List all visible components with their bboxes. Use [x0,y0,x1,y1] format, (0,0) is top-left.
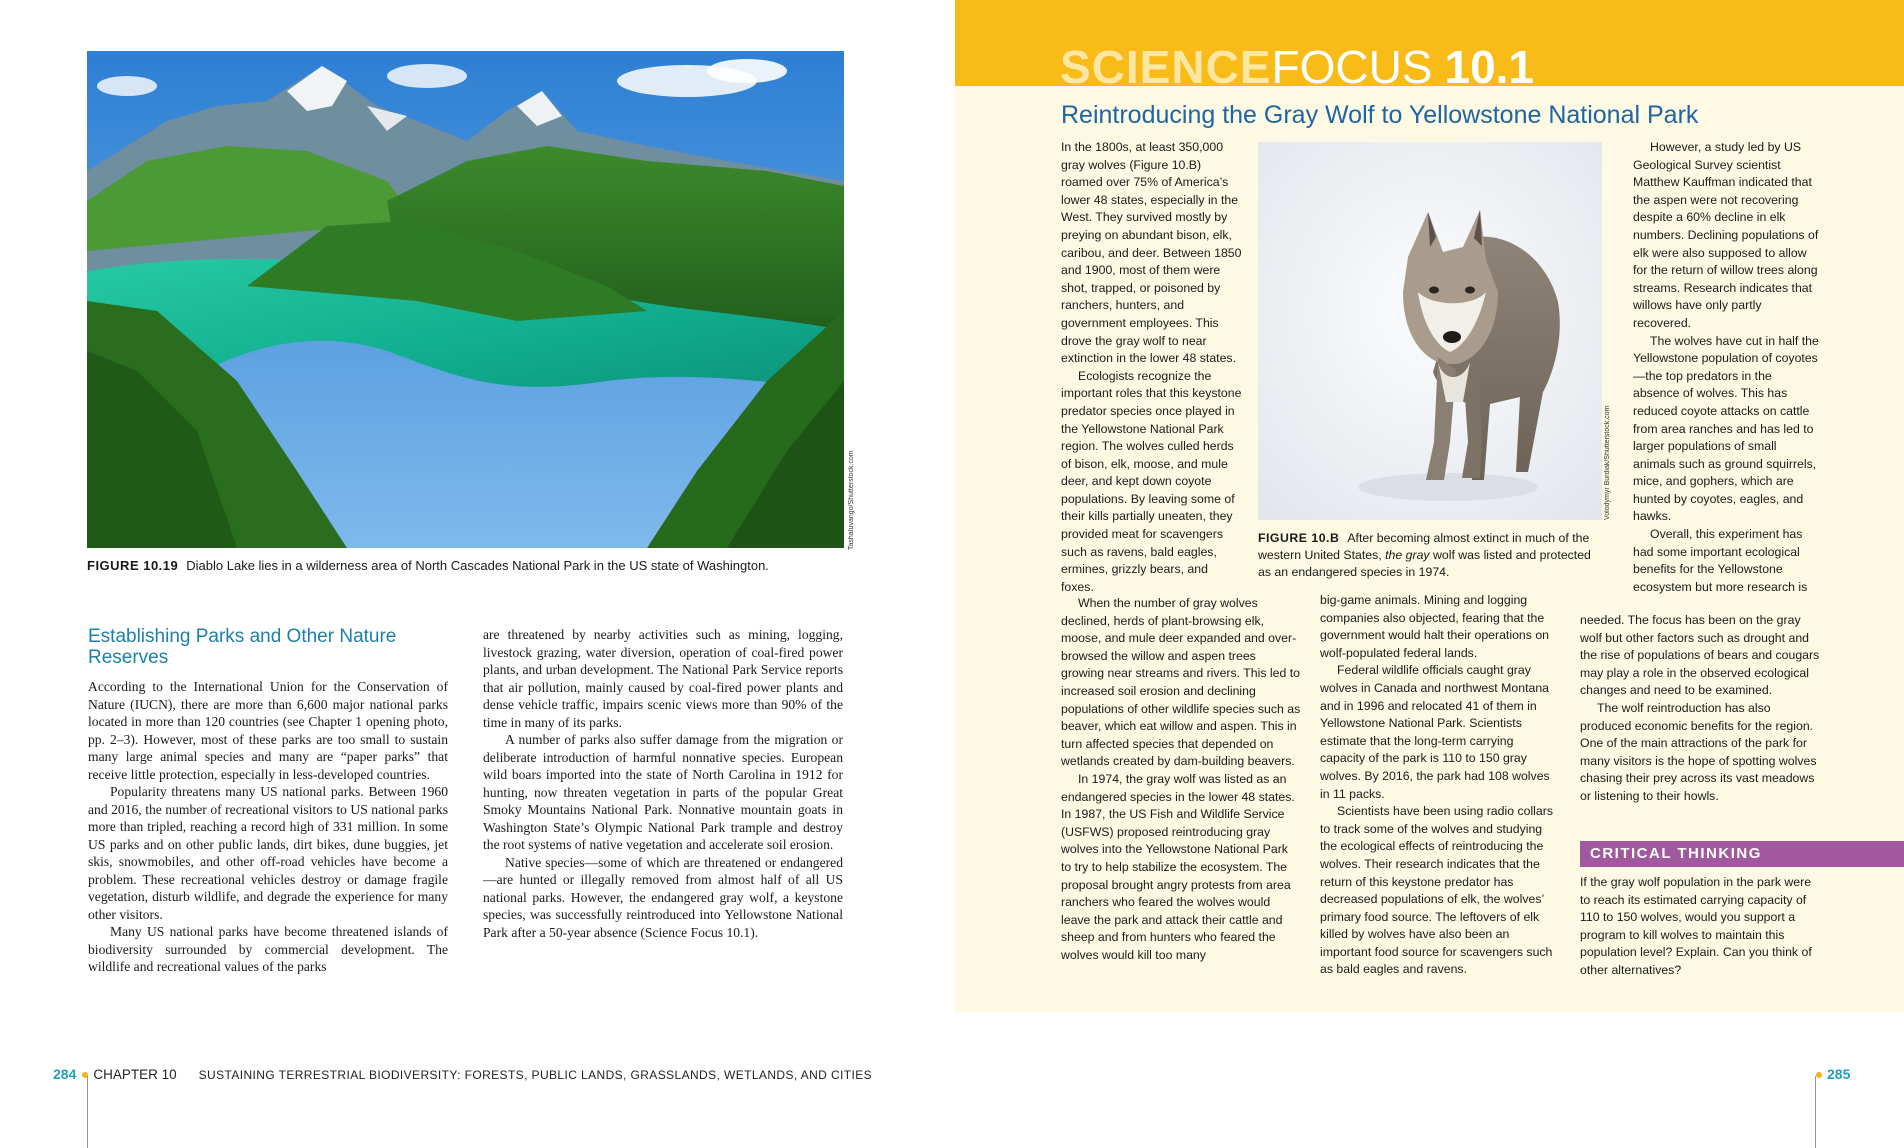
paragraph: In the 1800s, at least 350,000 gray wolves (Figure 10.B) roamed over 75% of America’s lower 48 states, especially in the West. They survived mostly by preying on abundant bison, elk, caribou, and deer. Between 1850 and 1900, most of them were shot, trapped, or poisoned by ranchers, hunters, and government employees. This drove the gray wolf to near extinction in the lower 48 states. [1061,140,1242,366]
chapter-title: SUSTAINING TERRESTRIAL BIODIVERSITY: FORESTS, PUBLIC LANDS, GRASSLANDS, WETLANDS, AND CITIES [198,1068,873,1082]
science-focus-title [1060,42,1534,92]
right-footer-rule [1815,1076,1816,1148]
paragraph: Scientists have been using radio collars to track some of the wolves and studying the ecological effects of reintroducing the wolves. Their research indicates that the return of this keystone predator has decreased populations of elk, the wolves’ primary food source. The leftovers of elk killed by wolves have also been an important food source for scavengers such as bald eagles and ravens. [1320,804,1554,977]
paragraph: are threatened by nearby activities such as mining, logging, livestock grazing, water diversion, operation of coal-fired power plants, and urban development. The National Park Service reports that air pollution, mainly caused by coal-fired power plants and dense vehicle traffic, impairs scenic views more than 90% of the time in many of its parks. [483,627,843,730]
lake-photo-credit: Tashatuvango/Shutterstock.com [848,450,855,550]
section-heading: Establishing Parks and Other Nature Reserves [88,626,397,668]
left-page-footer [53,1066,872,1084]
figure-caption-text: Diablo Lake lies in a wilderness area of North Cascades National Park in the US state of Washington. [186,558,769,573]
paragraph: Popularity threatens many US national parks. Between 1960 and 2016, the number of recreational visitors to US national parks more than tripled, reaching a record high of 331 million. In some US parks and on other public lands, dirt bikes, dune buggies, jet skis, snowmobiles, and other off-road vehicles have become a problem. These recreational vehicles destroy or damage fragile vegetation, disturb wildlife, and degrade the experience for many other visitors. [88,784,448,922]
paragraph: According to the International Union for the Conservation of Nature (IUCN), there are more than 6,600 major national parks located in more than 120 countries (see Chapter 1 opening photo, pp. 2–3). However, most of these parks are too small to sustain many large animal species and many are “paper parks” that receive little protection, especially in less-developed countries. [88,679,448,782]
left-footer-rule [87,1076,88,1148]
paragraph: The wolf reintroduction has also produced economic benefits for the region. One of the main attractions of the park for many visitors is the hope of spotting wolves chasing their prey across its vast meadows or listening to their howls. [1580,700,1817,803]
banner-science: SCIENCE [1060,41,1272,93]
left-body-column-1 [88,678,448,976]
paragraph: Ecologists recognize the important roles that this keystone predator species once played in the Yellowstone National Park region. The wolves culled herds of bison, elk, moose, and mule deer, and kept down coyote populations. By leaving some of their kills partially uneaten, they provided meat for scavengers such as ravens, bald eagles, ermines, grizzly bears, and foxes. [1061,368,1242,594]
figure-10-b-caption [1258,530,1602,581]
caption-text-before: After becoming almost extinct in much of the western United States, [1258,531,1590,562]
science-focus-column-3-bottom [1580,612,1820,806]
right-page-footer [1810,1066,1850,1084]
paragraph: However, a study led by US Geological Survey scientist Matthew Kauffman indicated that the aspen were not recovering despite a 60% decline in elk numbers. Declining populations of elk were also supposed to allow for the return of willow trees along streams. Research indicates that willows have only partly recovered. [1633,140,1819,330]
caption-text-italic: the gray [1385,548,1430,562]
paragraph: Many US national parks have become threatened islands of biodiversity surrounded by commercial development. The wildlife and recreational values of the parks [88,924,448,974]
figure-10-19-caption [87,558,844,573]
paragraph: Overall, this experiment has had some important ecological benefits for the Yellowstone ecosystem but more research is [1633,527,1808,594]
wolf-photo-credit: Volodymyr Burdiak/Shutterstock.com [1604,405,1611,520]
science-focus-column-3-top [1633,139,1821,596]
critical-thinking-heading: CRITICAL THINKING [1590,845,1762,862]
paragraph: needed. The focus has been on the gray wolf but other factors such as drought and the rise of populations of bears and cougars may play a role in the observed ecological changes and need to be examined. [1580,613,1820,698]
paragraph: When the number of gray wolves declined, herds of plant-browsing elk, moose, and mule deer expanded and over-browsed the willow and aspen trees growing near streams and rivers. This led to increased soil erosion and declining populations of other wildlife species such as beaver, which eat willow and aspen. This in turn affected species that depended on wetlands created by dam-building beavers. [1061,596,1301,769]
science-focus-subtitle: Reintroducing the Gray Wolf to Yellowstone National Park [1061,101,1699,129]
chapter-label: CHAPTER 10 [93,1067,177,1082]
paragraph: big-game animals. Mining and logging companies also objected, fearing that the government would halt their operations on wolf-populated federal lands. [1320,593,1549,660]
paragraph: Native species—some of which are threatened or endangered—are hunted or illegally removed from almost half of all US national parks. However, the endangered gray wolf, a keystone species, was successfully reintroduced into Yellowstone National Park after a 50-year absence (Science Focus 10.1). [483,854,843,940]
banner-focus: FOCUS [1271,41,1433,93]
left-body-column-2 [483,626,843,941]
gray-wolf-photo [1258,142,1602,520]
diablo-lake-photo [87,51,844,548]
science-focus-column-2 [1320,592,1556,979]
figure-label: FIGURE 10.B [1258,531,1340,545]
paragraph: Federal wildlife officials caught gray wolves in Canada and northwest Montana and in 1996 and relocated 41 of them in Yellowstone National Park. Scientists estimate that the long-term carrying capacity of the park is 110 to 150 gray wolves. By 2016, the park had 108 wolves in 11 packs. [1320,663,1550,801]
footer-dot-icon [1816,1072,1822,1078]
left-page-number: 284 [53,1066,77,1082]
right-page-number: 285 [1827,1066,1851,1082]
critical-thinking-question: If the gray wolf population in the park were to reach its estimated carrying capacity of 110 to 150 wolves, would you support a program to kill wolves to maintain this population level? Explain. Can you think of other alternatives? [1580,875,1812,977]
paragraph: The wolves have cut in half the Yellowstone population of coyotes—the top predators in the absence of wolves. This has reduced coyote attacks on cattle from area ranches and has led to larger populations of small animals such as ground squirrels, mice, and gophers, which are hunted by coyotes, eagles, and hawks. [1633,333,1819,524]
figure-label: FIGURE 10.19 [87,558,179,573]
banner-number: 10.1 [1444,41,1535,93]
science-focus-column-1-top [1061,139,1243,596]
paragraph: In 1974, the gray wolf was listed as an endangered species in the lower 48 states. In 1987, the US Fish and Wildlife Service (USFWS) proposed reintroducing gray wolves into the Yellowstone National Park to try to help stabilize the ecosystem. The proposal brought angry protests from area ranchers who feared the wolves would leave the park and attack their cattle and sheep and from hunters who feared the wolves would kill too many [1061,771,1295,962]
caption-text-after: wolf was listed and protected as an endangered species in 1974. [1258,548,1591,579]
paragraph: A number of parks also suffer damage from the migration or deliberate introduction of harmful nonnative species. European wild boars imported into the state of North Carolina in 1912 for hunting, now threaten vegetation in parts of the popular Great Smoky Mountains National Park. Nonnative mountain goats in Washington State’s Olympic National Park trample and destroy the root systems of native vegetation and accelerate soil erosion. [483,732,843,852]
science-focus-column-1-bottom [1061,595,1301,964]
